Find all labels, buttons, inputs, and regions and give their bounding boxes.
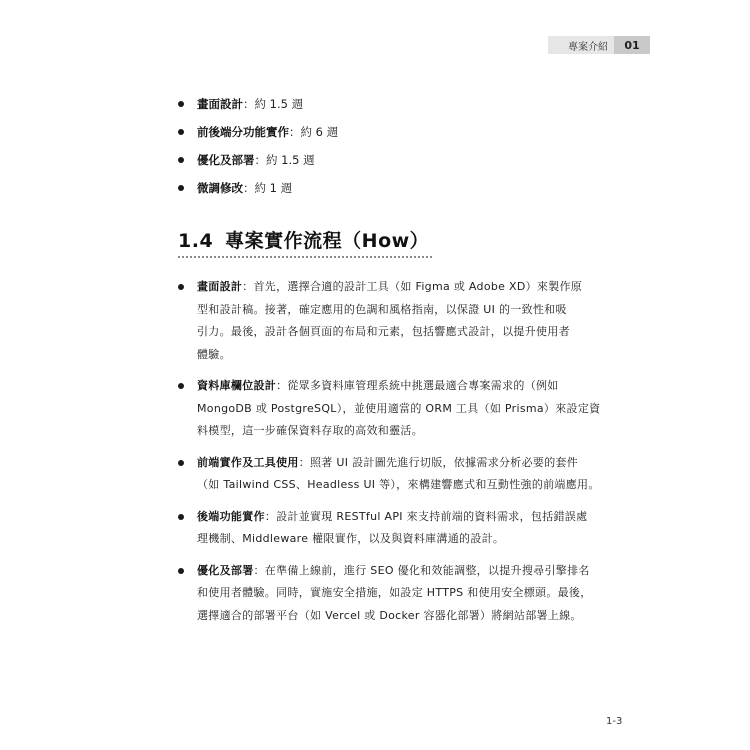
schedule-value: 約 6 週 bbox=[300, 125, 339, 139]
step-text: ：照著 UI 設計圖先進行切版，依據需求分析必要的套件 bbox=[298, 455, 579, 469]
section-heading bbox=[178, 226, 429, 253]
step-line: 型和設計稿。接著，確定應用的色調和風格指南，以保證 UI 的一致性和吸 bbox=[197, 302, 567, 316]
step-line bbox=[197, 375, 598, 398]
schedule-label: 畫面設計 bbox=[197, 97, 243, 111]
step-label: 前端實作及工具使用 bbox=[197, 455, 299, 469]
bullet-icon bbox=[178, 460, 184, 466]
bullet-icon bbox=[178, 157, 184, 163]
step-line bbox=[197, 276, 598, 299]
process-step bbox=[178, 452, 598, 497]
bullet-icon bbox=[178, 568, 184, 574]
step-line: （如 Tailwind CSS、Headless UI 等），來構建響應式和互動性強的前端應用。 bbox=[197, 478, 600, 491]
step-line: 選擇適合的部署平台（如 Vercel 或 Docker 容器化部署）將網站部署上線。 bbox=[197, 608, 582, 622]
step-line: MongoDB 或 PostgreSQL），並使用適當的 ORM 工具（如 Prisma）來設定資 bbox=[197, 401, 601, 415]
page-number: 1-3 bbox=[606, 716, 623, 727]
section-title: 專案實作流程（How） bbox=[225, 230, 430, 252]
schedule-item bbox=[178, 122, 338, 150]
process-steps-list bbox=[178, 276, 601, 627]
process-step bbox=[178, 375, 601, 443]
bullet-icon bbox=[178, 383, 184, 389]
bullet-icon bbox=[178, 129, 184, 135]
running-header bbox=[548, 36, 650, 54]
schedule-label: 微調修改 bbox=[197, 181, 243, 195]
step-line bbox=[197, 560, 598, 583]
bullet-icon bbox=[178, 185, 184, 191]
step-text: ：從眾多資料庫管理系統中挑選最適合專案需求的（例如 bbox=[276, 379, 559, 392]
schedule-item bbox=[178, 94, 338, 122]
step-line: 體驗。 bbox=[197, 347, 231, 361]
step-label: 畫面設計 bbox=[197, 280, 243, 293]
step-line bbox=[197, 452, 598, 475]
process-step bbox=[178, 506, 598, 551]
header-chapter-number: 01 bbox=[614, 36, 650, 54]
section-number: 1.4 bbox=[178, 230, 214, 252]
header-section-title: 專案介紹 bbox=[548, 36, 614, 54]
step-line bbox=[197, 506, 598, 529]
dotted-divider bbox=[178, 256, 432, 258]
step-line: 理機制、Middleware 權限實作，以及與資料庫溝通的設計。 bbox=[197, 532, 505, 545]
step-line: 料模型，這一步確保資料存取的高效和靈活。 bbox=[197, 424, 423, 437]
bullet-icon bbox=[178, 101, 184, 107]
schedule-value: 約 1 週 bbox=[254, 181, 293, 195]
process-step bbox=[178, 276, 598, 366]
schedule-label: 前後端分功能實作 bbox=[197, 125, 289, 139]
schedule-item bbox=[178, 178, 338, 206]
bullet-icon bbox=[178, 514, 184, 520]
step-text: ：首先，選擇合適的設計工具（如 Figma 或 Adobe XD）來製作原 bbox=[242, 280, 583, 293]
schedule-value: 約 1.5 週 bbox=[266, 153, 315, 167]
schedule-separator: ： bbox=[243, 181, 255, 195]
schedule-list bbox=[178, 94, 338, 206]
step-label: 資料庫欄位設計 bbox=[197, 379, 277, 392]
schedule-item bbox=[178, 150, 338, 178]
schedule-separator: ： bbox=[243, 97, 255, 111]
schedule-value: 約 1.5 週 bbox=[254, 97, 304, 111]
schedule-separator: ： bbox=[254, 153, 266, 167]
step-line: 引力。最後，設計各個頁面的布局和元素，包括響應式設計，以提升使用者 bbox=[197, 325, 570, 338]
step-text: ：在準備上線前，進行 SEO 優化和效能調整，以提升搜尋引擎排名 bbox=[253, 563, 590, 577]
step-line: 和使用者體驗。同時，實施安全措施，如設定 HTTPS 和使用安全標頭。最後， bbox=[197, 586, 592, 599]
bullet-icon bbox=[178, 284, 184, 290]
schedule-separator: ： bbox=[289, 125, 301, 139]
step-label: 後端功能實作 bbox=[197, 509, 265, 523]
step-text: ：設計並實現 RESTful API 來支持前端的資料需求，包括錯誤處 bbox=[264, 509, 588, 523]
process-step bbox=[178, 560, 598, 628]
schedule-label: 優化及部署 bbox=[197, 153, 255, 167]
step-label: 優化及部署 bbox=[197, 563, 254, 577]
